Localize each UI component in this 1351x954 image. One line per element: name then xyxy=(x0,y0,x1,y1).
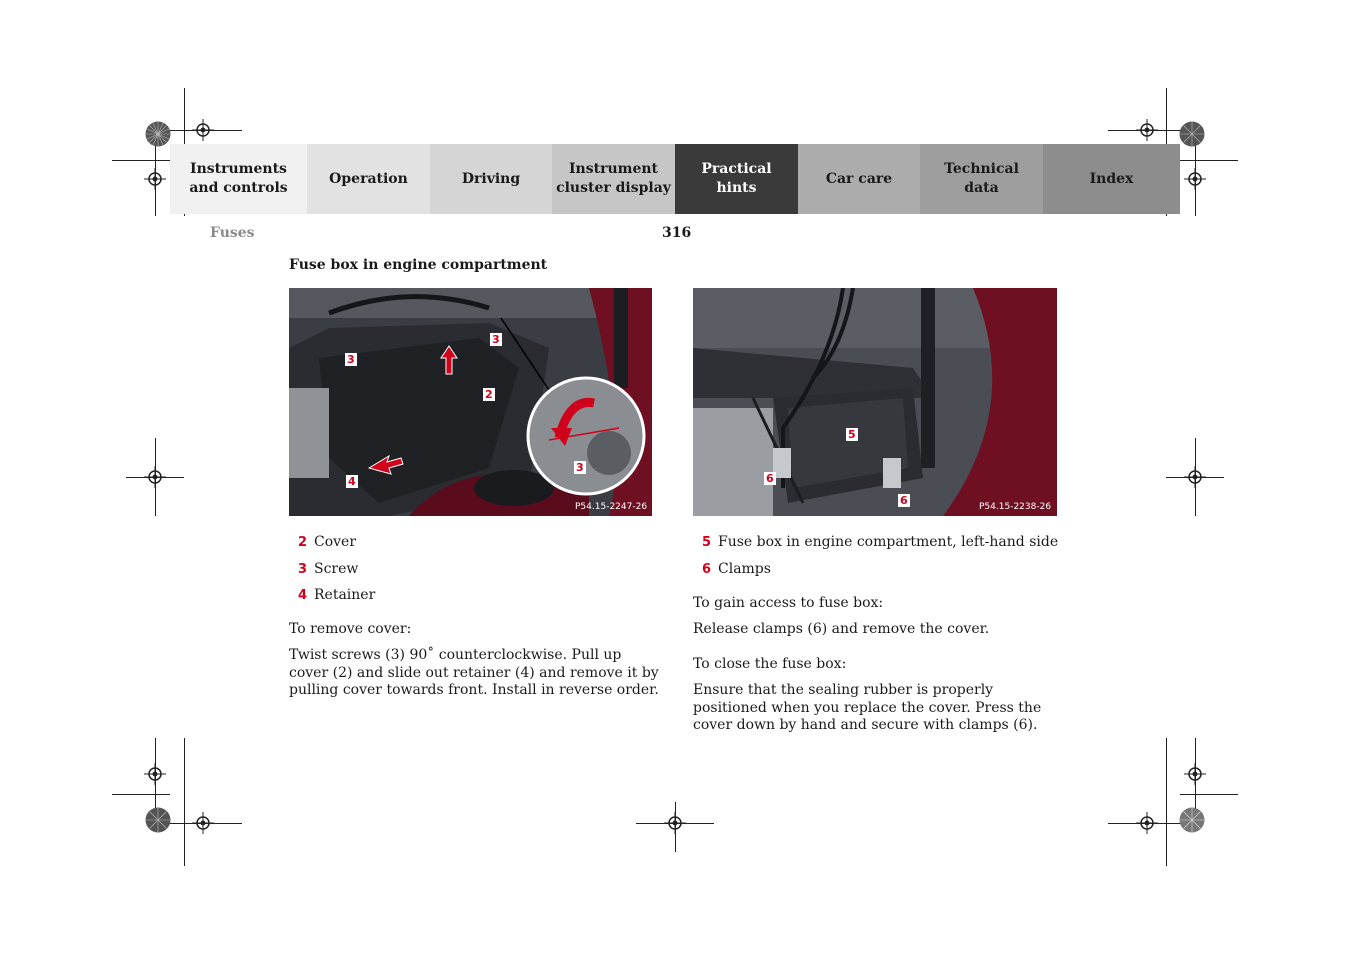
callout-label: 5 xyxy=(848,428,856,441)
figure-fuse-box-cover xyxy=(289,288,652,516)
rosette-icon xyxy=(145,121,171,147)
list-item xyxy=(693,561,1058,588)
registration-target-icon xyxy=(144,763,166,785)
registration-target-icon xyxy=(144,466,166,488)
legend-number: 4 xyxy=(297,588,307,603)
chapter-tabs xyxy=(170,144,1180,214)
callout-label: 6 xyxy=(900,494,908,507)
tab-practical-hints[interactable]: Practical hints xyxy=(675,144,798,214)
access-fuse-box-instructions: Release clamps (6) and remove the cover. xyxy=(693,621,990,637)
callout-label: 2 xyxy=(485,388,493,401)
list-item xyxy=(289,587,375,614)
rosette-icon xyxy=(145,807,171,833)
list-item xyxy=(289,534,375,561)
legend-right xyxy=(693,534,1058,587)
legend-text: Retainer xyxy=(314,587,376,603)
remove-cover-instructions: Twist screws (3) 90˚ counterclockwise. Pull up cover (2) and slide out retainer (4) and remove it by pulling cover towards front. Install in reverse order. xyxy=(289,647,659,698)
callout-label: 3 xyxy=(492,333,500,346)
legend-number: 3 xyxy=(297,561,307,577)
registration-target-icon xyxy=(1184,763,1206,785)
rosette-icon xyxy=(1179,121,1205,147)
tab-instrument-cluster-display[interactable]: Instrument cluster display xyxy=(552,144,675,214)
page-number: 316 xyxy=(662,225,692,241)
legend-number: 2 xyxy=(297,535,307,550)
legend-number: 6 xyxy=(701,561,711,577)
legend-text: Fuse box in engine compartment, left-hand side xyxy=(718,534,1059,550)
callout-label: 6 xyxy=(766,472,774,485)
registration-target-icon xyxy=(664,812,686,834)
registration-target-icon xyxy=(192,119,214,141)
access-fuse-box-intro: To gain access to fuse box: xyxy=(693,595,884,611)
close-fuse-box-intro: To close the fuse box: xyxy=(693,656,847,672)
figure-code: P54.15-2238-26 xyxy=(979,502,1052,512)
registration-target-icon xyxy=(1136,812,1158,834)
close-fuse-box-instructions: Ensure that the sealing rubber is properly positioned when you replace the cover. Press the cover down by hand and secure with clamps (6). xyxy=(693,682,1042,733)
registration-target-icon xyxy=(192,812,214,834)
list-item xyxy=(289,561,375,588)
figure-code: P54.15-2247-26 xyxy=(575,502,648,512)
registration-target-icon xyxy=(144,168,166,190)
tab-operation[interactable]: Operation xyxy=(307,144,430,214)
registration-target-icon xyxy=(1184,168,1206,190)
legend-text: Cover xyxy=(314,534,357,550)
section-label: Fuses xyxy=(210,225,255,241)
legend-text: Screw xyxy=(314,560,359,577)
callout-label: 3 xyxy=(576,461,584,474)
tab-technical-data[interactable]: Technical data xyxy=(920,144,1043,214)
legend-left xyxy=(289,534,375,614)
callout-label: 3 xyxy=(347,353,355,366)
tab-driving[interactable]: Driving xyxy=(430,144,552,214)
tab-index[interactable]: Index xyxy=(1043,144,1180,214)
callout-label: 4 xyxy=(348,475,356,488)
figure-fuse-box-open xyxy=(693,288,1057,516)
registration-target-icon xyxy=(1184,466,1206,488)
list-item xyxy=(693,534,1058,561)
remove-cover-intro: To remove cover: xyxy=(289,621,412,637)
tab-instruments-and-controls[interactable]: Instruments and controls xyxy=(170,144,307,214)
tab-car-care[interactable]: Car care xyxy=(798,144,920,214)
legend-text: Clamps xyxy=(718,560,771,577)
legend-number: 5 xyxy=(701,535,711,550)
registration-target-icon xyxy=(1136,119,1158,141)
rosette-icon xyxy=(1179,807,1205,833)
page-heading: Fuse box in engine compartment xyxy=(289,257,548,273)
